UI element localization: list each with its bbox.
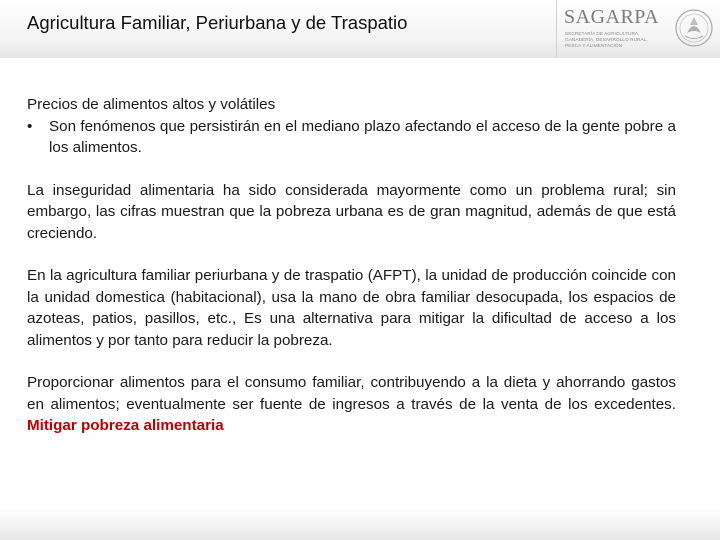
bullet-marker: •	[27, 117, 33, 135]
logo-divider	[556, 0, 557, 58]
paragraph-afpt: En la agricultura familiar periurbana y de traspatio (AFPT), la unidad de producción coincide con la unidad domestica (habitacional), usa la mano de obra familiar desocupada, los espacios de azoteas, patios, pasillos, etc., Es una alternativa para mitigar la dificultad de acceso a los alimentos y por tanto para reducir la pobreza.	[27, 267, 676, 349]
intro-heading: Precios de alimentos altos y volátiles	[27, 96, 276, 113]
intro-block	[27, 94, 676, 159]
national-seal-icon	[673, 5, 715, 51]
slide-header	[0, 0, 720, 58]
bullet-item	[27, 116, 676, 159]
slide-title: Agricultura Familiar, Periurbana y de Traspatio	[27, 12, 408, 33]
paragraph-benefits-text: Proporcionar alimentos para el consumo familiar, contribuyendo a la dieta y ahorrando gastos en alimentos; eventualmente ser fuente de ingresos a través de la venta de los excedentes.	[27, 374, 676, 413]
paragraph-food-insecurity: La inseguridad alimentaria ha sido considerada mayormente como un problema rural; sin embargo, las cifras muestran que la pobreza urbana es de gran magnitud, además de que está creciendo.	[27, 181, 676, 242]
slide-body	[27, 94, 676, 437]
bullet-text: Son fenómenos que persistirán en el mediano plazo afectando el acceso de la gente pobre a los alimentos.	[49, 117, 676, 156]
sagarpa-logo	[556, 0, 720, 58]
footer-bar	[0, 508, 720, 540]
paragraph-benefits	[27, 372, 676, 437]
highlight-text: Mitigar pobreza alimentaria	[27, 417, 224, 434]
logo-subtitle: SECRETARÍA DE AGRICULTURA, GANADERÍA, DESARROLLO RURAL, PESCA Y ALIMENTACIÓN	[565, 32, 648, 49]
logo-wordmark: SAGARPA	[564, 6, 660, 28]
